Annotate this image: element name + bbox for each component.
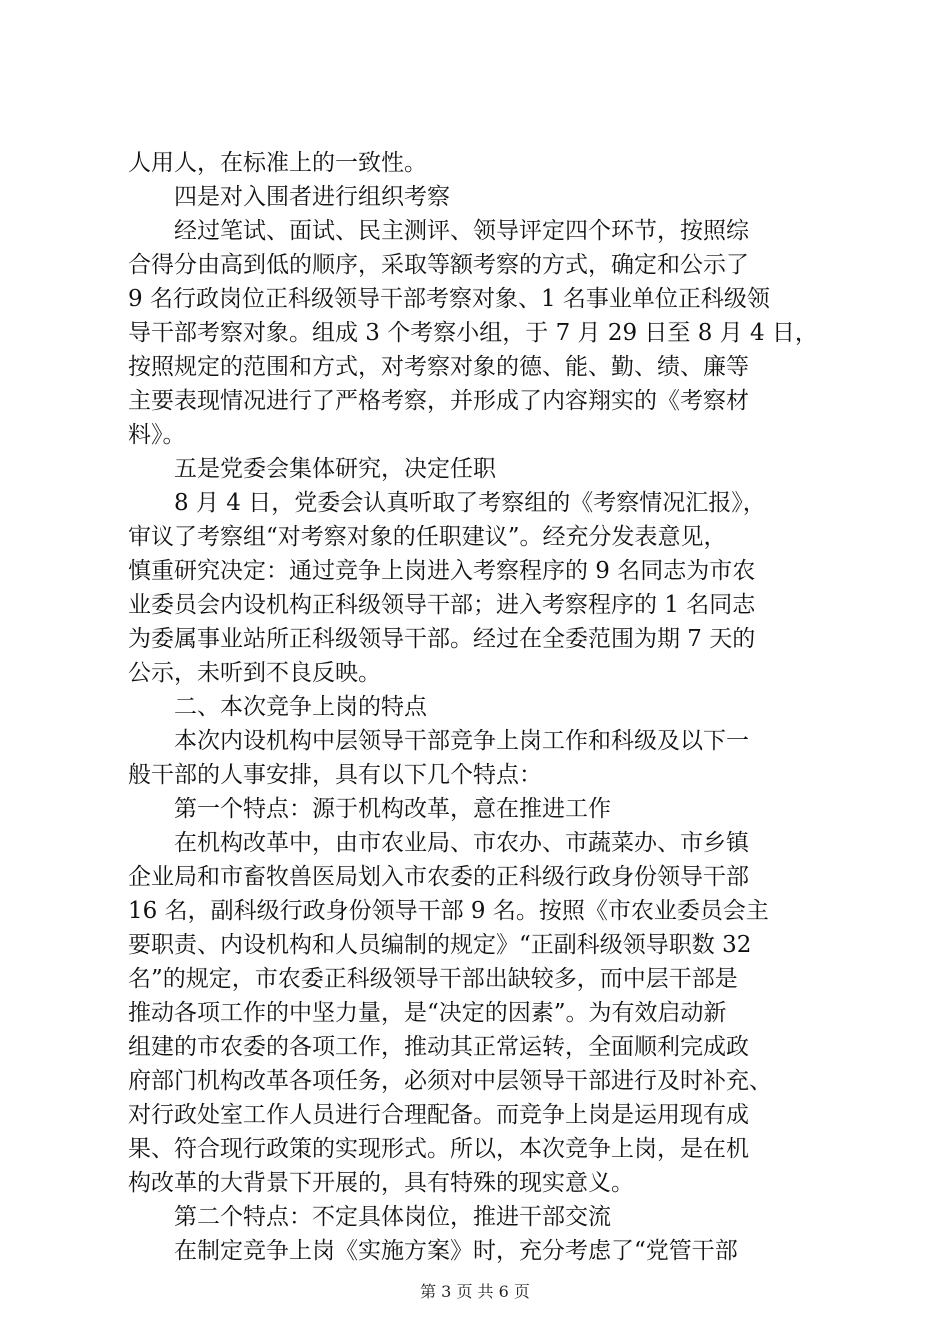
paragraph-line: 本次内设机构中层领导干部竞争上岗工作和科级及以下一 <box>174 728 749 754</box>
paragraph-line: 在机构改革中，由市农业局、市农办、市蔬菜办、市乡镇 <box>174 830 749 856</box>
section-heading: 第二个特点：不定具体岗位，推进干部交流 <box>174 1204 611 1230</box>
document-body <box>128 146 836 1268</box>
paragraph-line: 对行政处室工作人员进行合理配备。而竞争上岗是运用现有成 <box>128 1102 749 1128</box>
section-heading: 五是党委会集体研究，决定任职 <box>174 456 496 482</box>
paragraph-line: 果、符合现行政策的实现形式。所以，本次竞争上岗，是在机 <box>128 1136 749 1162</box>
paragraph-line: 慎重研究决定：通过竞争上岗进入考察程序的 9 名同志为市农 <box>128 558 756 584</box>
paragraph-line: 在制定竞争上岗《实施方案》时，充分考虑了“党管干部 <box>174 1238 738 1264</box>
paragraph-line: 16 名，副科级行政身份领导干部 9 名。按照《市农业委员会主 <box>128 898 769 924</box>
paragraph-line: 为委属事业站所正科级领导干部。经过在全委范围为期 7 天的 <box>128 626 756 652</box>
paragraph-line: 推动各项工作的中坚力量，是“决定的因素”。为有效启动新 <box>128 1000 727 1026</box>
paragraph-line: 业委员会内设机构正科级领导干部；进入考察程序的 1 名同志 <box>128 592 756 618</box>
paragraph-line: 构改革的大背景下开展的，具有特殊的现实意义。 <box>128 1170 634 1196</box>
paragraph-line: 经过笔试、面试、民主测评、领导评定四个环节，按照综 <box>174 218 749 244</box>
paragraph-line: 料》。 <box>128 422 186 448</box>
section-heading: 四是对入围者进行组织考察 <box>174 184 450 210</box>
text-line: 人用人，在标准上的一致性。 <box>128 150 427 176</box>
paragraph-line: 组建的市农委的各项工作，推动其正常运转，全面顺利完成政 <box>128 1034 749 1060</box>
paragraph-line: 企业局和市畜牧兽医局划入市农委的正科级行政身份领导干部 <box>128 864 749 890</box>
paragraph-line: 名”的规定，市农委正科级领导干部出缺较多，而中层干部是 <box>128 966 738 992</box>
paragraph-line: 8 月 4 日，党委会认真听取了考察组的《考察情况汇报》， <box>174 490 766 516</box>
paragraph-line: 公示，未听到不良反映。 <box>128 660 381 686</box>
section-heading: 第一个特点：源于机构改革，意在推进工作 <box>174 796 611 822</box>
paragraph-line: 导干部考察对象。组成 3 个考察小组，于 7 月 29 日至 8 月 4 日， <box>128 320 818 346</box>
paragraph-line: 审议了考察组“对考察对象的任职建议”。经充分发表意见， <box>128 524 727 550</box>
paragraph-line: 要职责、内设机构和人员编制的规定》“正副科级领导职数 32 <box>128 932 752 958</box>
paragraph-line: 9 名行政岗位正科级领导干部考察对象、1 名事业单位正科级领 <box>128 286 770 312</box>
section-heading: 二、本次竞争上岗的特点 <box>174 694 427 720</box>
paragraph-line: 府部门机构改革各项任务，必须对中层领导干部进行及时补充、 <box>128 1068 772 1094</box>
paragraph-line: 合得分由高到低的顺序，采取等额考察的方式，确定和公示了 <box>128 252 749 278</box>
paragraph-line: 主要表现情况进行了严格考察，并形成了内容翔实的《考察材 <box>128 388 749 414</box>
paragraph-line: 般干部的人事安排，具有以下几个特点： <box>128 762 542 788</box>
paragraph-line: 按照规定的范围和方式，对考察对象的德、能、勤、绩、廉等 <box>128 354 749 380</box>
page-number-footer: 第 3 页 共 6 页 <box>420 1282 530 1301</box>
